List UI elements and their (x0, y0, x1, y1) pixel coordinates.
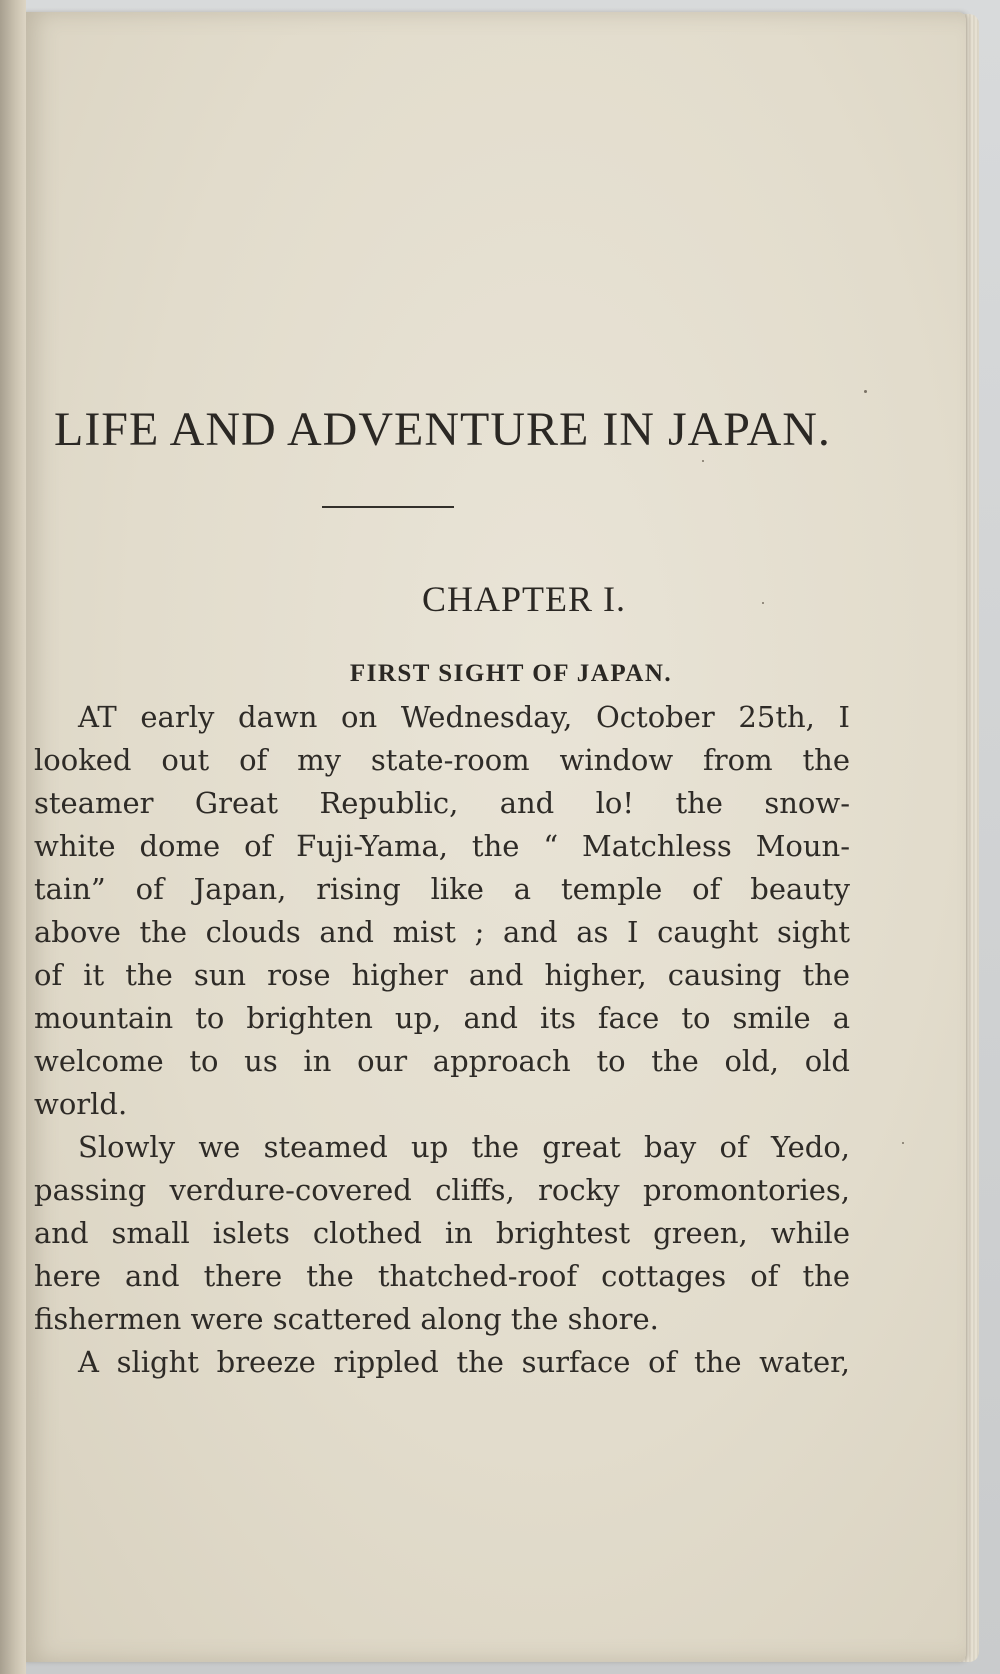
text-line: tain” of Japan, rising like a temple of beauty (34, 872, 850, 906)
paper-speck (902, 1142, 904, 1144)
text-line: looked out of my state-room window from the (34, 743, 850, 777)
text-line: welcome to us in our approach to the old, old (34, 1044, 850, 1078)
text-line: A slight breeze rippled the surface of the water, (78, 1345, 850, 1379)
chapter-number: CHAPTER I. (421, 579, 626, 619)
paper-speck (702, 460, 704, 462)
text-line: Slowly we steamed up the great bay of Yedo, (78, 1130, 850, 1164)
text-line: steamer Great Republic, and lo! the snow- (34, 786, 850, 820)
paper-speck (762, 602, 764, 604)
text-line: and small islets clothed in brightest green, while (34, 1216, 850, 1250)
book-spine (0, 0, 26, 1674)
body-text-area (34, 700, 850, 1442)
title-rule (322, 506, 454, 508)
book-title: LIFE AND ADVENTURE IN JAPAN. (54, 403, 831, 456)
text-line: world. (34, 1087, 128, 1121)
paper-speck (864, 390, 867, 393)
text-line: passing verdure-covered cliffs, rocky promontories, (34, 1173, 850, 1207)
text-line: of it the sun rose higher and higher, causing the (34, 958, 850, 992)
text-line: mountain to brighten up, and its face to smile a (34, 1001, 850, 1035)
text-line: above the clouds and mist ; and as I caught sight (34, 915, 850, 949)
text-line: AT early dawn on Wednesday, October 25th, I (78, 700, 850, 734)
text-line: white dome of Fuji-Yama, the “ Matchless Moun- (34, 829, 850, 863)
chapter-heading: FIRST SIGHT OF JAPAN. (349, 660, 673, 687)
body-text (30, 696, 850, 1384)
text-line: fishermen were scattered along the shore. (34, 1302, 659, 1336)
text-line: here and there the thatched-roof cottages of the (34, 1259, 850, 1293)
book-page (22, 12, 966, 1662)
